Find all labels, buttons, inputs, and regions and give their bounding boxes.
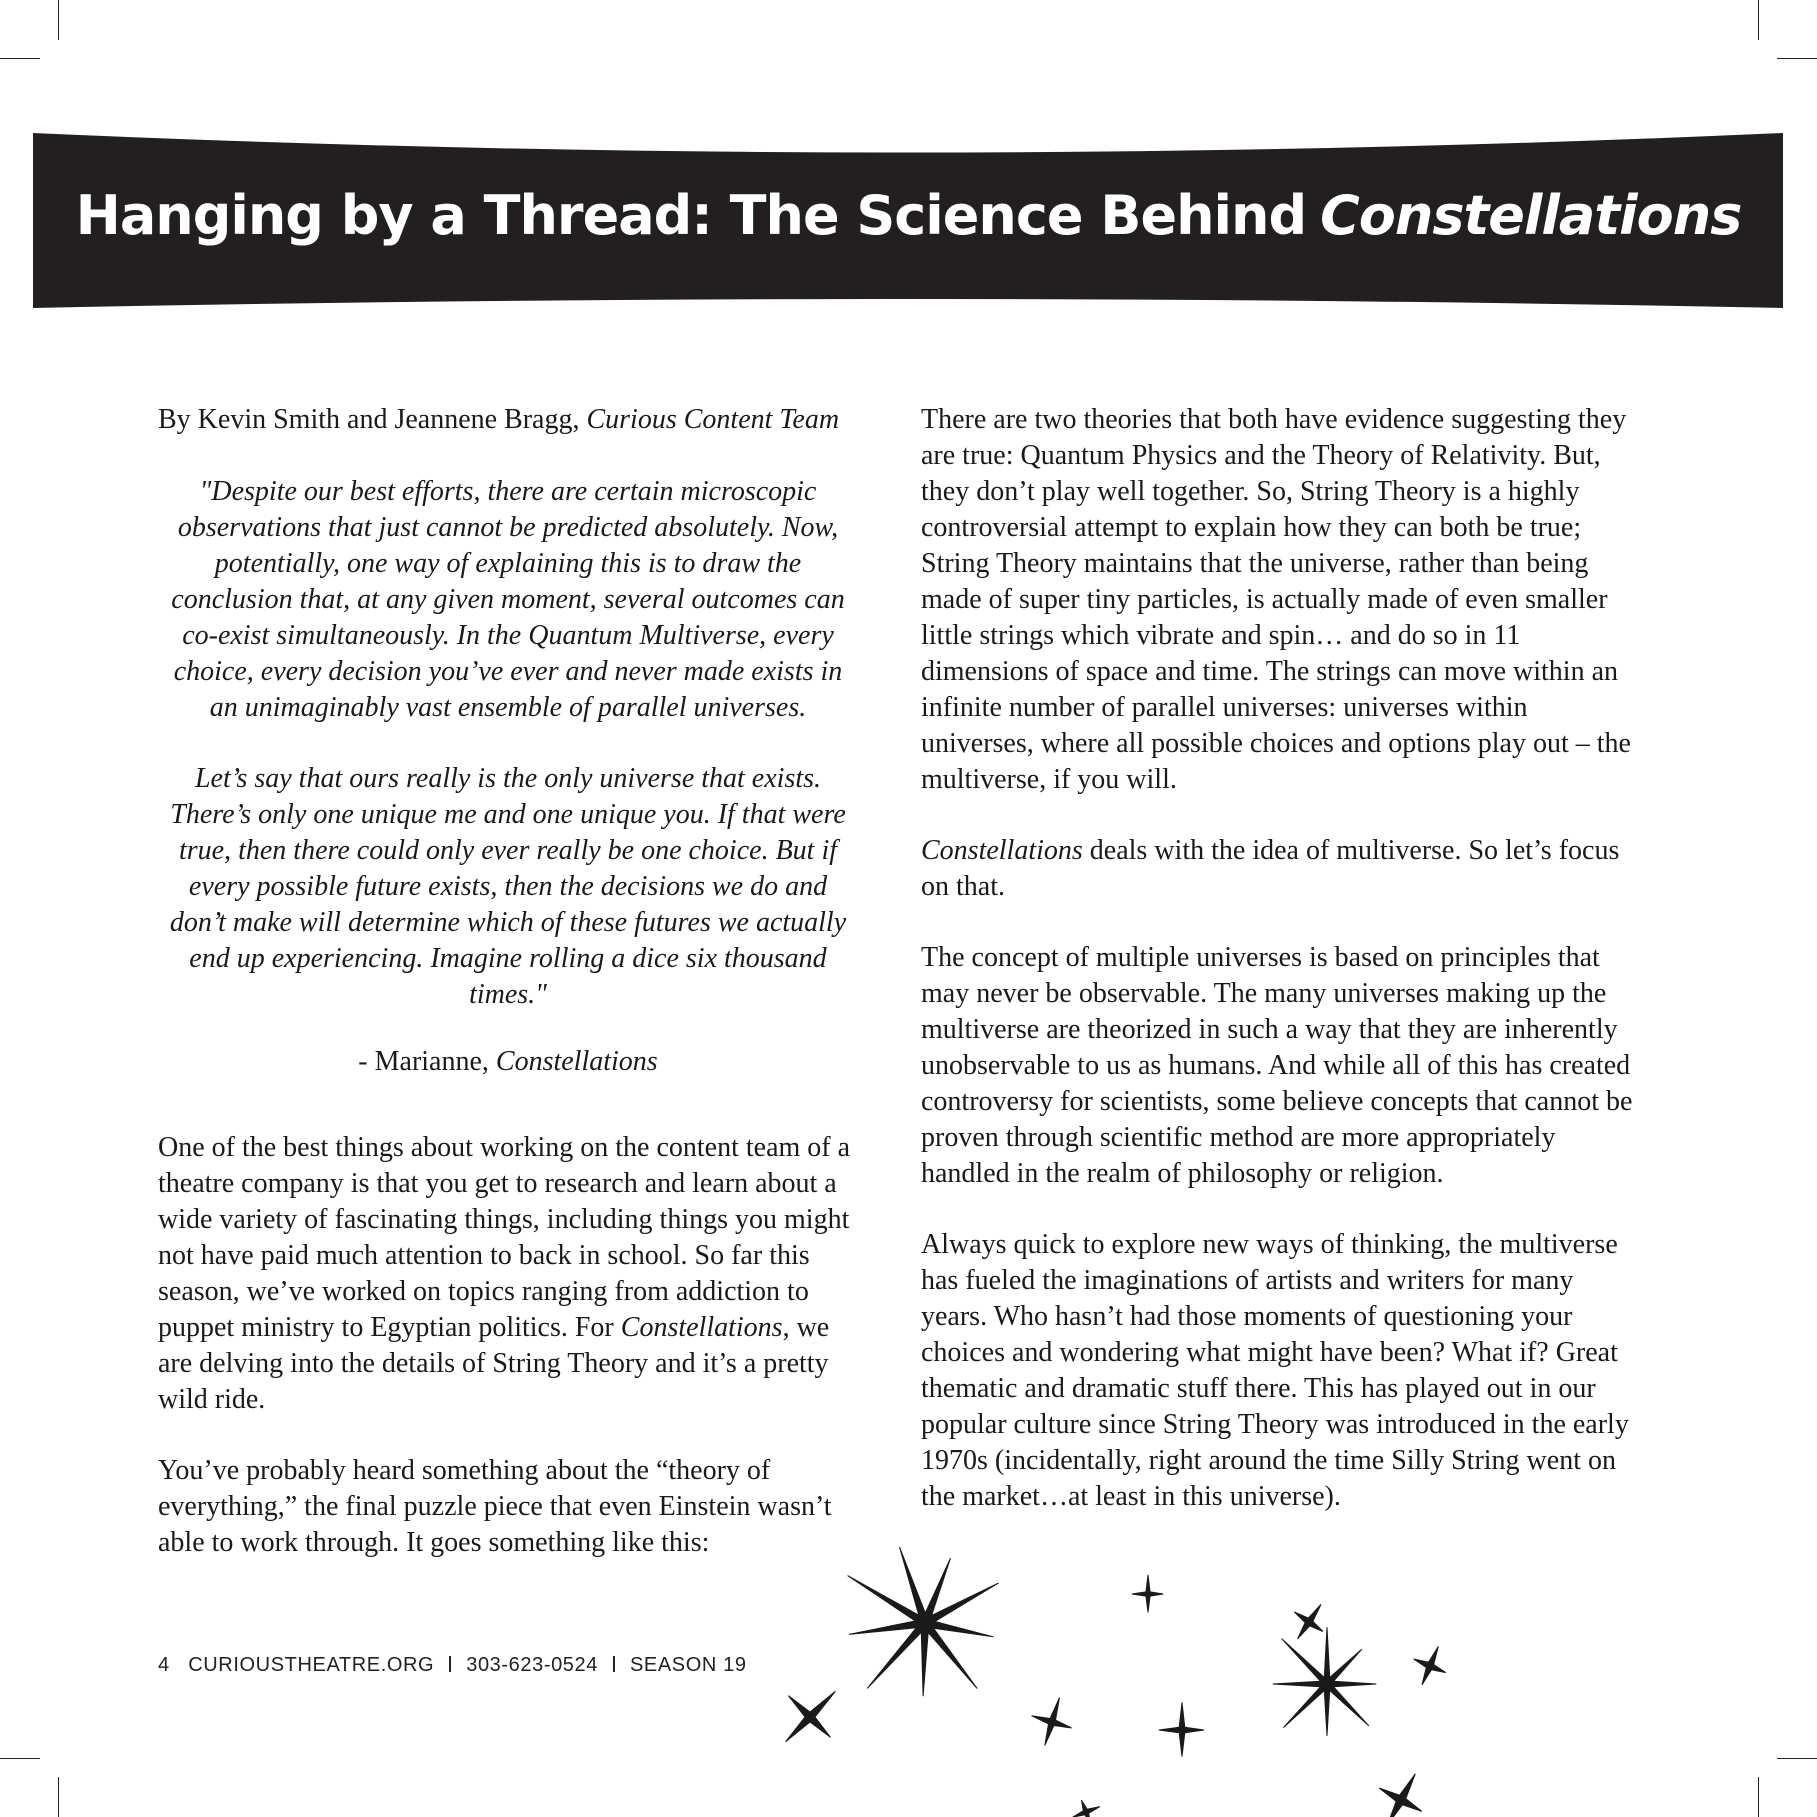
star-icon <box>1414 1646 1446 1684</box>
title-italic: Constellations <box>1320 183 1742 247</box>
paragraph-italic: Constellations <box>921 835 1083 866</box>
paragraph-text: One of the best things about working on the content team of a theatre company is that you get to research and learn about a wide variety of fascinating things, including things you might not have paid much attention to back in school. So far this season, we’ve worked on topics ranging from addiction to puppet ministry to Egyptian politics. For <box>158 1132 851 1343</box>
attribution-speaker: - Marianne, <box>358 1046 489 1077</box>
star-icon <box>1379 1774 1422 1817</box>
body-paragraph: The concept of multiple universes is based on principles that may never be observable. The many universes making up the multiverse are theorized in such a way that they are inherently unobservable to us as humans. And while all of this has created controversy for scientists, some believe concepts that cannot be proven through scientific method are more appropriately handled in the realm of philosophy or religion. <box>921 942 1633 1189</box>
star-icon <box>1294 1604 1323 1639</box>
byline-team: Curious Content Team <box>586 404 840 435</box>
paragraph-text: deals with the idea of multiverse. So let’s focus on that. <box>921 835 1620 902</box>
star-icon <box>786 1691 836 1741</box>
byline-authors: By Kevin Smith and Jeannene Bragg, <box>158 404 580 435</box>
body-paragraph: Always quick to explore new ways of thinking, the multiverse has fueled the imaginations of artists and writers for many years. Who hasn’t had those moments of questioning your choices and wondering what might have been? What if? Great thematic and dramatic stuff there. This has played out in our popular culture since String Theory was introduced in the early 1970s (incidentally, right around the time Silly String went on the market…at least in this universe). <box>921 1229 1629 1512</box>
footer-season: SEASON 19 <box>629 1654 747 1676</box>
title-main: Hanging by a Thread: The Science Behind <box>75 183 1307 247</box>
attribution-work: Constellations <box>495 1046 658 1077</box>
star-icon <box>1132 1575 1163 1613</box>
star-icon <box>848 1547 999 1696</box>
paragraph-italic: Constellations <box>620 1312 783 1343</box>
star-icon <box>1073 1800 1100 1817</box>
paragraph-text: , we are delving into the details of String Theory and it’s a pretty wild ride. <box>158 1312 830 1415</box>
quote-paragraph-2: Let’s say that ours really is the only universe that exists. There’s only one unique me and one unique you. If that were true, then there could only ever really be one choice. But if every possible future exists, then the decisions we do and don’t make will determine which of these futures we actually end up experiencing. Imagine rolling a dice six thousand times." <box>169 763 847 1010</box>
star-icon <box>1159 1702 1204 1756</box>
footer-phone: 303-623-0524 <box>466 1654 598 1676</box>
star-icon <box>1032 1698 1072 1746</box>
star-icon <box>1273 1627 1377 1736</box>
body-paragraph: There are two theories that both have evidence suggesting they are true: Quantum Physics and the Theory of Relativity. But, they don’t play well together. So, String Theory is a highly controversial attempt to explain how they can both be true; String Theory maintains that the universe, rather than being made of super tiny particles, is actually made of even smaller little strings which vibrate and spin… and do so in 11 dimensions of space and time. The strings can move within an infinite number of parallel universes: universes within universes, where all possible choices and options play out – the multiverse, if you will. <box>921 404 1631 795</box>
footer-website: CURIOUSTHEATRE.ORG <box>188 1654 435 1676</box>
page-number: 4 <box>158 1654 170 1676</box>
body-paragraph: You’ve probably heard something about the “theory of everything,” the final puzzle piece that even Einstein wasn’t able to work through. It goes something like this: <box>158 1455 832 1558</box>
quote-paragraph-1: "Despite our best efforts, there are certain microscopic observations that just cannot be predicted absolutely. Now, potentially, one way of explaining this is to draw the conclusion that, at any given moment, several outcomes can co-exist simultaneously. In the Quantum Multiverse, every choice, every decision you’ve ever and never made exists in an unimaginably vast ensemble of parallel universes. <box>171 476 845 723</box>
